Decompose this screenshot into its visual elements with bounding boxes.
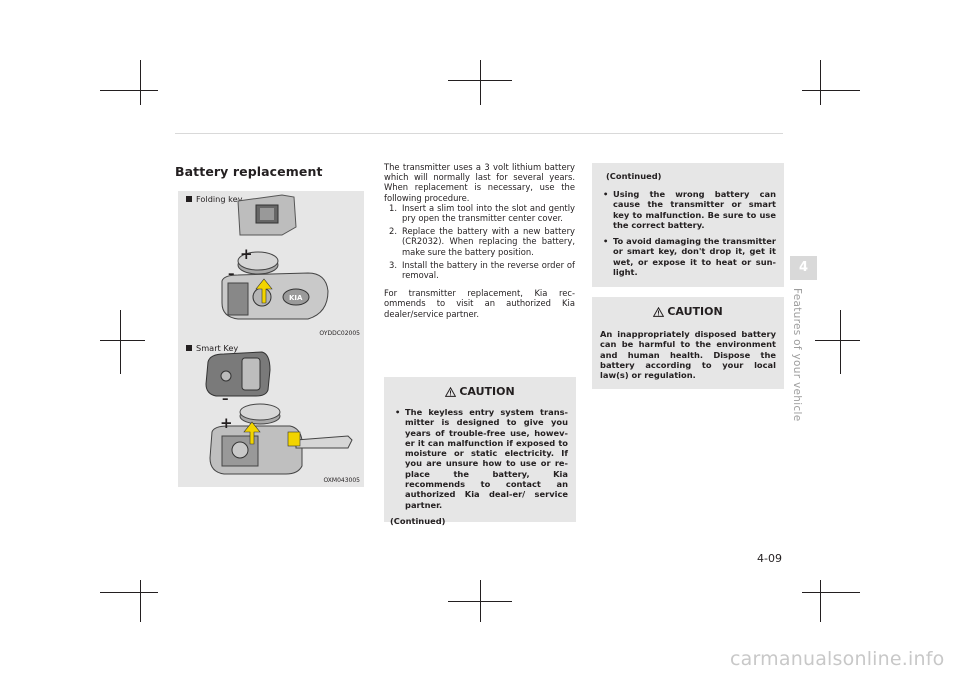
figure-label-text: Folding key [196, 194, 243, 204]
caution-title-text: CAUTION [459, 385, 515, 398]
step-text: Replace the battery with a new battery (CR2032). When replacing the battery, make sure the battery position. [402, 226, 575, 257]
continued-label: (Continued) [390, 515, 446, 526]
caution-item-text: Using the wrong battery can cause the transmitter or smart key to malfunction. Be sure to use the correct battery. [613, 189, 776, 230]
caution-item [392, 407, 568, 510]
step-number: 2. [389, 226, 397, 237]
bullet-icon: • [603, 189, 609, 199]
steps-list [384, 203, 575, 280]
minus-icon: – [228, 267, 235, 282]
intro-paragraph: The transmitter uses a 3 volt lithium battery which will normally last for several years. When replacement is necessary, use the following procedure. [384, 162, 575, 203]
caution-box [592, 297, 784, 389]
crop-mark [815, 340, 860, 341]
step-item [384, 203, 575, 223]
header-rule [175, 133, 783, 134]
crop-mark [448, 80, 512, 81]
figure-label-text: Smart Key [196, 343, 239, 353]
warning-triangle-icon [653, 307, 664, 317]
continued-label: (Continued) [606, 171, 662, 181]
folding-key-illustration [178, 191, 364, 340]
caution-title [592, 305, 784, 318]
step-text: Install the battery in the reverse order of removal. [402, 259, 575, 281]
caution-item-text: To avoid damaging the transmitter or smart key, don't drop it, get it wet, or expose it to heat or sun-light. [613, 236, 776, 278]
closing-paragraph: For transmitter replacement, Kia rec-ommends to visit an authorized Kia dealer/service partner. [384, 288, 575, 319]
plus-icon: + [240, 245, 253, 263]
caution-item [600, 236, 776, 277]
crop-mark [480, 60, 481, 105]
bullet-icon: • [395, 407, 401, 417]
crop-mark [100, 340, 145, 341]
chapter-tab: 4 [790, 256, 817, 280]
figure-code: OXM043005 [323, 477, 360, 484]
step-number: 3. [389, 259, 397, 270]
crop-mark [802, 90, 860, 91]
bullet-icon: • [603, 236, 609, 247]
chapter-label-text: Features of your vehicle [791, 288, 803, 422]
figure-folding-key [178, 191, 364, 340]
crop-mark [120, 310, 121, 374]
crop-mark [448, 601, 512, 602]
caution-title [384, 385, 576, 398]
crop-mark [840, 310, 841, 374]
watermark: carmanualsonline.info [730, 648, 945, 670]
crop-mark [820, 580, 821, 622]
caution-item [600, 189, 776, 230]
step-item [384, 226, 575, 257]
crop-mark [140, 60, 141, 105]
crop-mark [820, 60, 821, 105]
caution-list [600, 189, 776, 277]
body-text [384, 162, 575, 319]
caution-box [384, 377, 576, 526]
crop-mark [100, 592, 158, 593]
figure-code: OYDDC02005 [319, 330, 360, 337]
page-number: 4-09 [757, 552, 782, 565]
step-number: 1. [389, 202, 397, 213]
warning-triangle-icon [445, 387, 456, 397]
crop-mark [140, 580, 141, 622]
caution-item-text: The keyless entry system trans-mitter is designed to give you years of trouble-free use, howev-er it can malfunction if exposed to moisture or static electricity. If you are unsure how to use or re-place the battery, Kia recommends to contact an authorized Kia deal-er/ service partner. [405, 407, 568, 510]
minus-icon: – [222, 392, 229, 407]
step-text: Insert a slim tool into the slot and gently pry open the transmitter center cover. [402, 202, 575, 224]
smart-key-illustration [178, 340, 364, 487]
crop-mark [802, 592, 860, 593]
section-title: Battery replacement [175, 164, 323, 179]
step-item [384, 260, 575, 280]
caution-box-continued [592, 163, 784, 287]
plus-icon: + [220, 414, 233, 432]
caution-list [392, 407, 568, 510]
svg-text:KIA: KIA [289, 294, 303, 302]
caution-text: An inappropriately disposed battery can be harmful to the environment and human health. Dispose the battery according to your local law(s) or regulation. [600, 329, 776, 381]
crop-mark [100, 90, 158, 91]
figure-smart-key [178, 340, 364, 487]
caution-title-text: CAUTION [667, 305, 723, 318]
